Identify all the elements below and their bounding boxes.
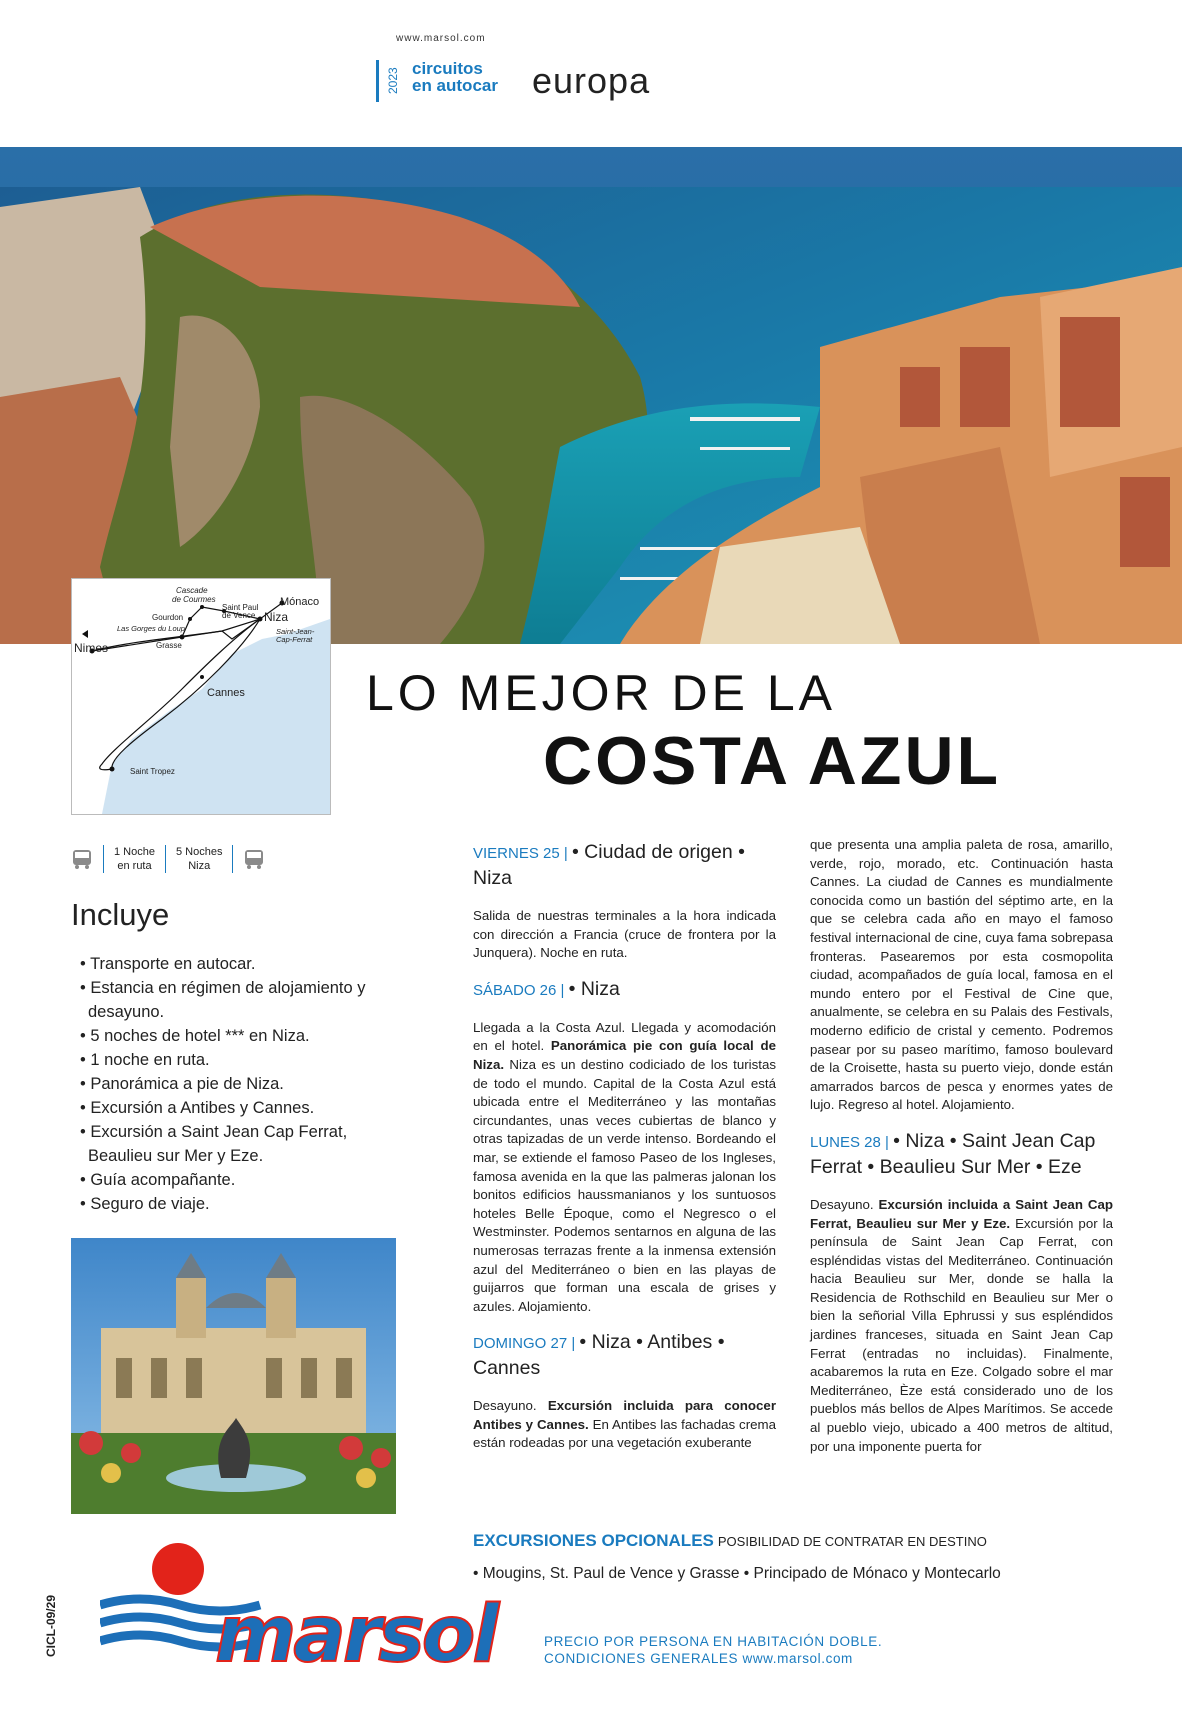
catalog-code: CICL-09/29 xyxy=(44,1595,58,1658)
bus-icon xyxy=(243,848,265,870)
optional-excursions-subtitle: POSIBILIDAD DE CONTRATAR EN DESTINO xyxy=(717,1534,987,1549)
includes-item: • 5 noches de hotel *** en Niza. xyxy=(80,1027,310,1045)
map-label-tropez: Saint Tropez xyxy=(130,767,175,776)
day-header-sabado xyxy=(473,977,776,1003)
includes-item: • Excursión a Saint Jean Cap Ferrat, Beaulieu sur Mer y Eze. xyxy=(80,1123,348,1165)
day-header-lunes xyxy=(810,1129,1113,1180)
marsol-logo xyxy=(100,1543,530,1671)
transport-row xyxy=(71,843,265,875)
map-label-sjcf2: Cap-Ferrat xyxy=(276,635,313,644)
day-text-part: Niza es un destino codiciado de los turistas de todo el mundo. Capital de la Costa Azul está ubicada entre el Mediterráneo y las montañas circundantes, unas veces cubiertas de blanco y otras tapizadas de un verde intenso. Bordeando el mar, se extiende el famoso Paseo de los Ingleses, famosa avenida en la que las palmeras jalonan los bonitos edificios haussmanianos y los suntuosos hoteles Belle Époque, como el Negresco o el Westminster. Podemos sentarnos en alguna de las numerosas terrazas frente a la inmensa extensión azul del Mediterráneo o bien en las playas de guijarros que forman una escala de grises y azules. Alojamiento. xyxy=(473,1056,776,1314)
day-text-part: Desayuno. xyxy=(810,1196,879,1212)
day-text: Salida de nuestras terminales a la hora indicada con dirección a Francia (cruce de frontera por la Junquera). Noche en ruta. xyxy=(473,908,776,961)
day-text xyxy=(473,1019,776,1317)
header-category-line1: circuitos xyxy=(412,59,483,78)
day-text-part: En Antibes las fachadas crema están rodeadas por una vegetación exuberante xyxy=(473,1416,776,1451)
title-line2: COSTA AZUL xyxy=(543,723,1002,799)
site-url[interactable]: www.marsol.com xyxy=(396,33,486,44)
transport-nights-route xyxy=(114,845,155,873)
price-notes xyxy=(544,1633,882,1667)
header-category-line2: en autocar xyxy=(412,76,498,95)
includes-item: • Estancia en régimen de alojamiento y desayuno. xyxy=(80,979,366,1021)
map-label-niza: Niza xyxy=(264,610,289,624)
includes-item: • Seguro de viaje. xyxy=(80,1195,210,1213)
includes-item: • 1 noche en ruta. xyxy=(80,1051,210,1069)
transport-nights-route-line2: en ruta xyxy=(117,860,152,872)
bus-icon xyxy=(71,848,93,870)
day-text-highlight: Panorámica pie con guía local de Niza. xyxy=(473,1038,776,1072)
optional-excursions-list: • Mougins, St. Paul de Vence y Grasse • Principado de Mónaco y Montecarlo xyxy=(473,1565,1001,1582)
map-label-monaco: Mónaco xyxy=(280,596,320,608)
day-title: • Ciudad de origen • Niza xyxy=(473,841,745,889)
itinerary-column-1 xyxy=(473,840,776,1467)
transport-nights-niza-line2: Niza xyxy=(188,860,211,872)
day-date: SÁBADO 26 | xyxy=(473,981,569,999)
header-year: 2023 xyxy=(386,67,400,95)
day-text-part: Desayuno. xyxy=(473,1398,548,1414)
day-text-continued: que presenta una amplia paleta de rosa, amarillo, verde, rojo, morado, etc. Continuación hasta Cannes. La ciudad de Cannes es mundialmente conocida como un bastión del séptimo arte, en la que se celebra cada año en mayo el famoso festival internacional de cine, cuya fama sobrepasa fronteras. Pasearemos por esta cosmopolita ciudad, acompañados de guía local, famosa en el mundo entero por el Festival de Cine que, anualmente, se celebra en su Palais des Festivals, moderno edificio de cristal y cemento. Podremos pasear por su paseo marítimo, famoso boulevard de la Croisette, hasta su puerto viejo, donde están amarrados barcos de pesca y enormes yates de lujo. Regreso al hotel. Alojamiento. xyxy=(810,837,1113,1113)
day-text xyxy=(473,1397,776,1453)
includes-item: • Transporte en autocar. xyxy=(80,955,256,973)
map-label-cannes: Cannes xyxy=(207,687,245,699)
price-note-line1: PRECIO POR PERSONA EN HABITACIÓN DOBLE. xyxy=(544,1634,883,1649)
day-text-highlight: Excursión incluida a Saint Jean Cap Ferrat, Beaulieu sur Mer y Eze. xyxy=(810,1196,1113,1231)
day-date: DOMINGO 27 | xyxy=(473,1335,580,1353)
day-title: • Niza • Antibes • Cannes xyxy=(473,1331,725,1380)
transport-divider xyxy=(232,845,233,873)
casino-photo xyxy=(71,1238,396,1514)
day-text xyxy=(810,1196,1113,1456)
header-category xyxy=(412,60,498,94)
route-map xyxy=(71,578,331,815)
day-header-domingo xyxy=(473,1330,776,1381)
map-label-sjcf1: Saint-Jean- xyxy=(276,627,315,636)
price-note-line2[interactable]: CONDICIONES GENERALES www.marsol.com xyxy=(544,1651,853,1666)
map-label-saintpaul2: de Vence xyxy=(222,611,256,620)
map-label-nimes: Nimes xyxy=(74,641,109,655)
itinerary-column-2 xyxy=(810,836,1113,1470)
transport-divider xyxy=(103,845,104,873)
day-text-part: Excursión por la península de Saint Jean Cap Ferrat, con espléndidas vistas del Mediterráneo. Continuación hacia Beaulieu sur Mer, donde se halla la Residencia de Rothschild en Beaulieu sur Mer o bien la señorial Villa Ephrussi y sus espléndidos jardines franceses, situada en Saint Jean Cap Ferrat (entradas no incluidas). Finalmente, acabaremos la ruta en Eze. Colgado sobre el mar Mediterráneo, Èze está considerado uno de los pueblos más bellos de Alpes Marítimos. Se accede al pueblo viejo, ubicado a 400 metros de altitud, por una imponente puerta for xyxy=(810,1215,1113,1454)
title-line1: LO MEJOR DE LA xyxy=(366,665,836,721)
transport-nights-niza-line1: 5 Noches xyxy=(175,846,223,858)
map-label-gorges: Las Gorges du Loup xyxy=(117,624,185,633)
includes-item: • Excursión a Antibes y Cannes. xyxy=(80,1099,315,1117)
day-date: VIERNES 25 | xyxy=(473,845,572,862)
transport-nights-route-line1: 1 Noche xyxy=(114,846,155,858)
transport-divider xyxy=(165,845,166,873)
includes-item: • Panorámica a pie de Niza. xyxy=(80,1075,284,1093)
optional-excursions-title xyxy=(473,1531,987,1551)
header-divider xyxy=(376,60,379,102)
day-date: LUNES 28 | xyxy=(810,1133,894,1151)
map-label-gourdon: Gourdon xyxy=(152,613,184,622)
map-label-grasse: Grasse xyxy=(156,641,182,650)
day-title: • Niza • Saint Jean Cap Ferrat • Beaulieu Sur Mer • Eze xyxy=(810,1129,1096,1178)
day-text-highlight: Excursión incluida para conocer Antibes y Cannes. xyxy=(473,1398,776,1432)
map-label-cascade: Cascade xyxy=(176,586,208,595)
includes-title: Incluye xyxy=(71,897,170,932)
includes-item: • Guía acompañante. xyxy=(80,1171,236,1189)
map-label-saintpaul: Saint Paul xyxy=(222,603,259,612)
includes-list xyxy=(80,952,380,1216)
map-label-cascade2: de Courmes xyxy=(172,595,216,604)
logo-text: marsol xyxy=(215,1590,497,1671)
day-title: • Niza xyxy=(568,977,620,1000)
optional-excursions-heading: EXCURSIONES OPCIONALES xyxy=(473,1531,714,1550)
hero-photo-monaco xyxy=(0,147,1182,644)
day-header-viernes xyxy=(473,840,776,891)
header-region: europa xyxy=(532,60,651,101)
day-text-part: Llegada a la Costa Azul. Llegada y acomodación en el hotel. xyxy=(473,1019,776,1054)
transport-nights-niza xyxy=(176,845,222,873)
